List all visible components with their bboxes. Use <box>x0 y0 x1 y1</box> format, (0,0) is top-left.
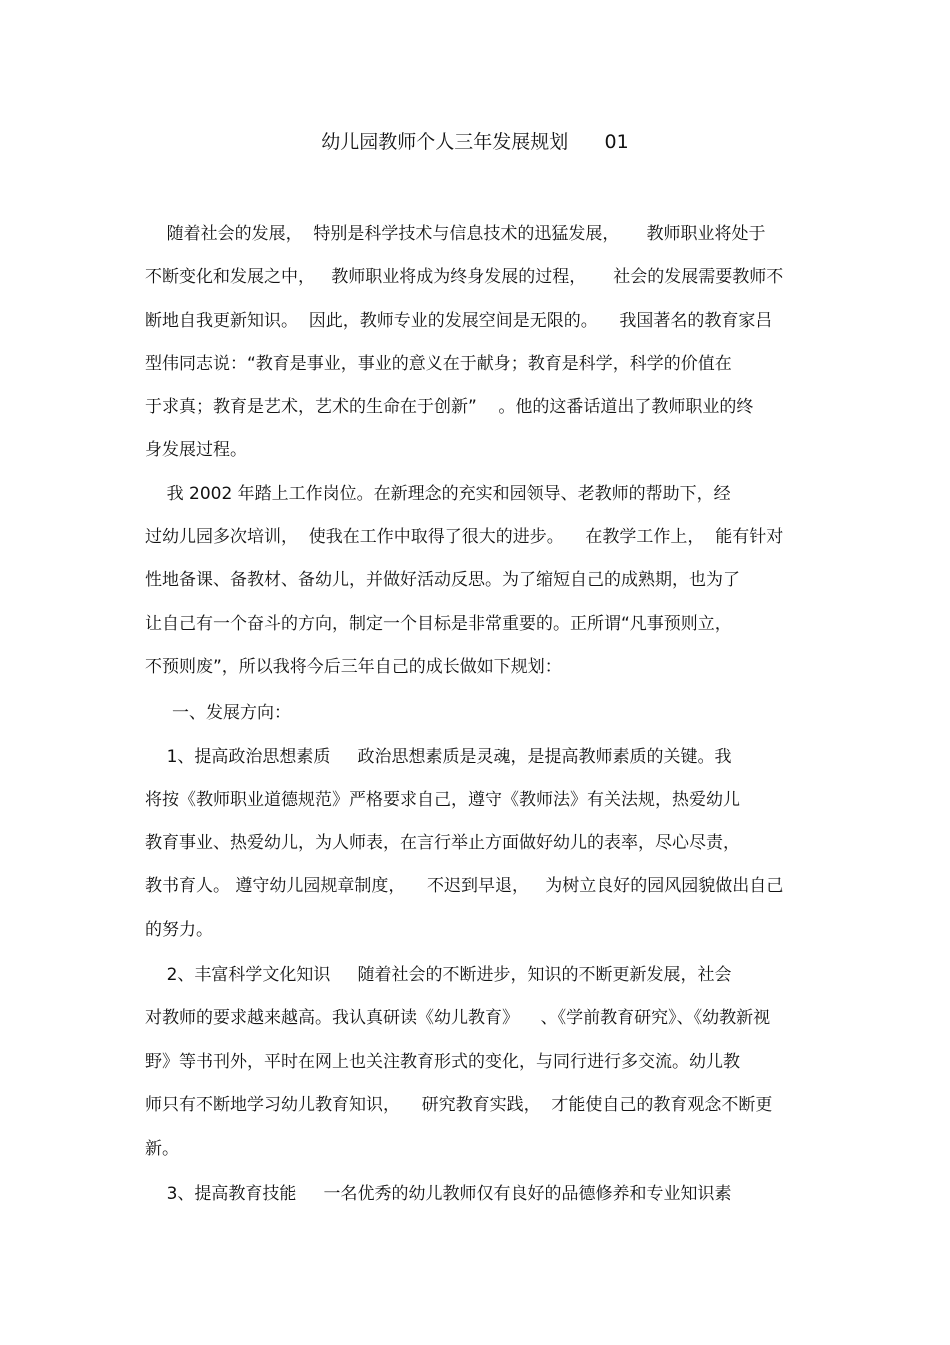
paragraph-line: 师只有不断地学习幼儿教育知识， 研究教育实践， 才能使自己的教育观念不断更 <box>145 1095 773 1115</box>
paragraph-line: 的努力。 <box>145 920 213 940</box>
paragraph-line: 断地自我更新知识。 因此，教师专业的发展空间是无限的。 我国著名的教育家吕 <box>145 311 773 331</box>
paragraph-line: 不预则废”，所以我将今后三年自己的成长做如下规划： <box>145 657 562 677</box>
paragraph-line: 我 2002 年踏上工作岗位。在新理念的充实和园领导、老教师的帮助下，经 <box>145 484 731 504</box>
paragraph-line: 将按《教师职业道德规范》严格要求自己，遵守《教师法》有关法规，热爱幼儿 <box>145 790 740 810</box>
paragraph-line: 身发展过程。 <box>145 440 247 460</box>
paragraph-line: 过幼儿园多次培训， 使我在工作中取得了很大的进步。 在教学工作上， 能有针对 <box>145 527 784 547</box>
paragraph-line: 1、提高政治思想素质 政治思想素质是灵魂，是提高教师素质的关键。我 <box>145 747 732 767</box>
paragraph-line: 于求真；教育是艺术，艺术的生命在于创新” 。他的这番话道出了教师职业的终 <box>145 397 754 417</box>
paragraph-line: 随着社会的发展， 特别是科学技术与信息技术的迅猛发展， 教师职业将处于 <box>145 224 766 244</box>
paragraph-line: 教育事业、热爱幼儿，为人师表，在言行举止方面做好幼儿的表率，尽心尽责， <box>145 833 740 853</box>
paragraph-line: 一、发展方向： <box>145 703 292 723</box>
document-title: 幼儿园教师个人三年发展规划 01 <box>321 131 629 153</box>
paragraph-line: 不断变化和发展之中， 教师职业将成为终身发展的过程， 社会的发展需要教师不 <box>145 267 784 287</box>
paragraph-line: 3、提高教育技能 一名优秀的幼儿教师仅有良好的品德修养和专业知识素 <box>145 1184 732 1204</box>
paragraph-line: 野》等书刊外，平时在网上也关注教育形式的变化，与同行进行多交流。幼儿教 <box>145 1052 740 1072</box>
paragraph-line: 对教师的要求越来越高。我认真研读《幼儿教育》 、《学前教育研究》、《幼教新视 <box>145 1008 771 1028</box>
paragraph-line: 性地备课、备教材、备幼儿，并做好活动反思。为了缩短自己的成熟期，也为了 <box>145 570 740 590</box>
paragraph-line: 教书育人。 遵守幼儿园规章制度， 不迟到早退， 为树立良好的园风园貌做出自己 <box>145 876 784 896</box>
paragraph-line: 2、丰富科学文化知识 随着社会的不断进步，知识的不断更新发展，社会 <box>145 965 732 985</box>
paragraph-line: 让自己有一个奋斗的方向，制定一个目标是非常重要的。正所谓“凡事预则立， <box>145 614 732 634</box>
paragraph-line: 新。 <box>145 1139 179 1159</box>
paragraph-line: 型伟同志说：“教育是事业，事业的意义在于献身；教育是科学，科学的价值在 <box>145 354 732 374</box>
